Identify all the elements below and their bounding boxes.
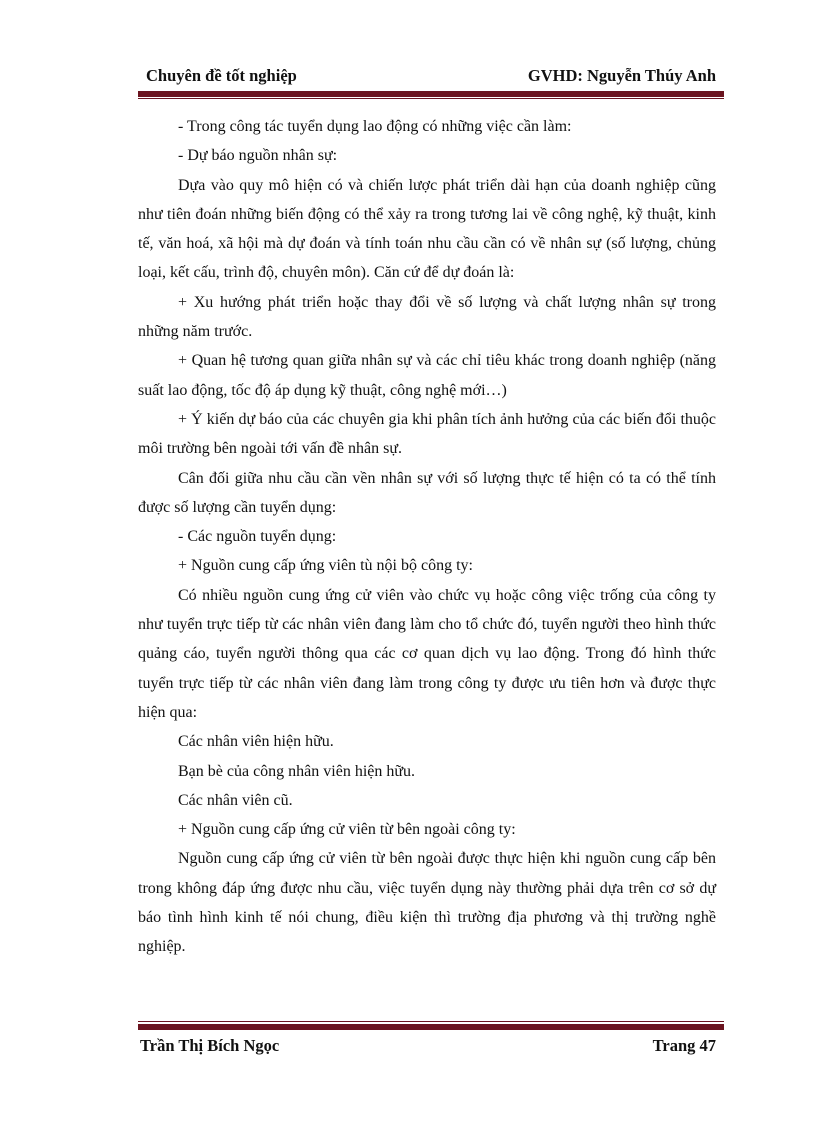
paragraph: Bạn bè của công nhân viên hiện hữu. [178, 762, 416, 780]
header-title: Chuyên đề tốt nghiệp [146, 66, 297, 85]
paragraph: - Trong công tác tuyển dụng lao động có những việc cần làm: [178, 118, 572, 135]
header-supervisor: GVHD: Nguyễn Thúy Anh [527, 66, 716, 85]
paragraph: - Các nguồn tuyển dụng: [178, 528, 337, 546]
paragraph: - Dự báo nguồn nhân sự: [178, 147, 338, 165]
page-footer [138, 1036, 724, 1058]
page-header [138, 66, 724, 88]
paragraph: + Ý kiến dự báo của các chuyên gia khi phân tích ảnh hưởng của các biến đổi thuộc môi trường bên ngoài tới vấn đề nhân sự. [138, 410, 716, 458]
paragraph: Dựa vào quy mô hiện có và chiến lược phát triển dài hạn của doanh nghiệp cũng như tiên đoán những biến động có thể xảy ra trong tương lai về công nghệ, kỹ thuật, kinh tế, văn hoá, xã hội mà dự đoán và tính toán nhu cầu cần có về nhân sự (số lượng, chủng loại, kết cấu, trình độ, chuyên môn). Căn cứ để dự đoán là: [138, 176, 716, 282]
paragraph: Cân đối giữa nhu cầu cần vền nhân sự với số lượng thực tế hiện có ta có thể tính được số lượng cần tuyển dụng: [138, 469, 716, 516]
paragraph: Có nhiều nguồn cung ứng cử viên vào chức vụ hoặc công việc trống của công ty như tuyển trực tiếp từ các nhân viên đang làm cho tổ chức đó, tuyển người theo hình thức quảng cáo, tuyển người thông qua các cơ quan dịch vụ lao động. Trong đó hình thức tuyển trực tiếp từ các nhân viên đang làm trong công ty được ưu tiên hơn và được thực hiện qua: [138, 586, 716, 721]
paragraph: + Quan hệ tương quan giữa nhân sự và các chỉ tiêu khác trong doanh nghiệp (năng suất lao động, tốc độ áp dụng kỹ thuật, công nghệ mới…) [138, 352, 716, 399]
footer-divider [138, 1024, 724, 1030]
paragraph: Các nhân viên cũ. [178, 791, 293, 809]
page-number: Trang 47 [652, 1036, 716, 1055]
paragraph: Các nhân viên hiện hữu. [178, 733, 334, 751]
paragraph: Nguồn cung cấp ứng cử viên từ bên ngoài được thực hiện khi nguồn cung cấp bên trong không đáp ứng được nhu cầu, việc tuyển dụng này thường phải dựa trên cơ sở dự báo tình hình kinh tế nói chung, điều kiện thì trường địa phương và thị trường nghề nghiệp. [138, 850, 716, 956]
paragraph: + Xu hướng phát triển hoặc thay đổi về số lượng và chất lượng nhân sự trong những năm trước. [138, 293, 716, 341]
paragraph: + Nguồn cung cấp ứng viên tù nội bộ công ty: [178, 557, 473, 575]
author-name: Trần Thị Bích Ngọc [140, 1036, 280, 1055]
header-divider [138, 91, 724, 97]
paragraph: + Nguồn cung cấp ứng cử viên từ bên ngoài công ty: [178, 821, 516, 839]
document-body [138, 112, 716, 962]
